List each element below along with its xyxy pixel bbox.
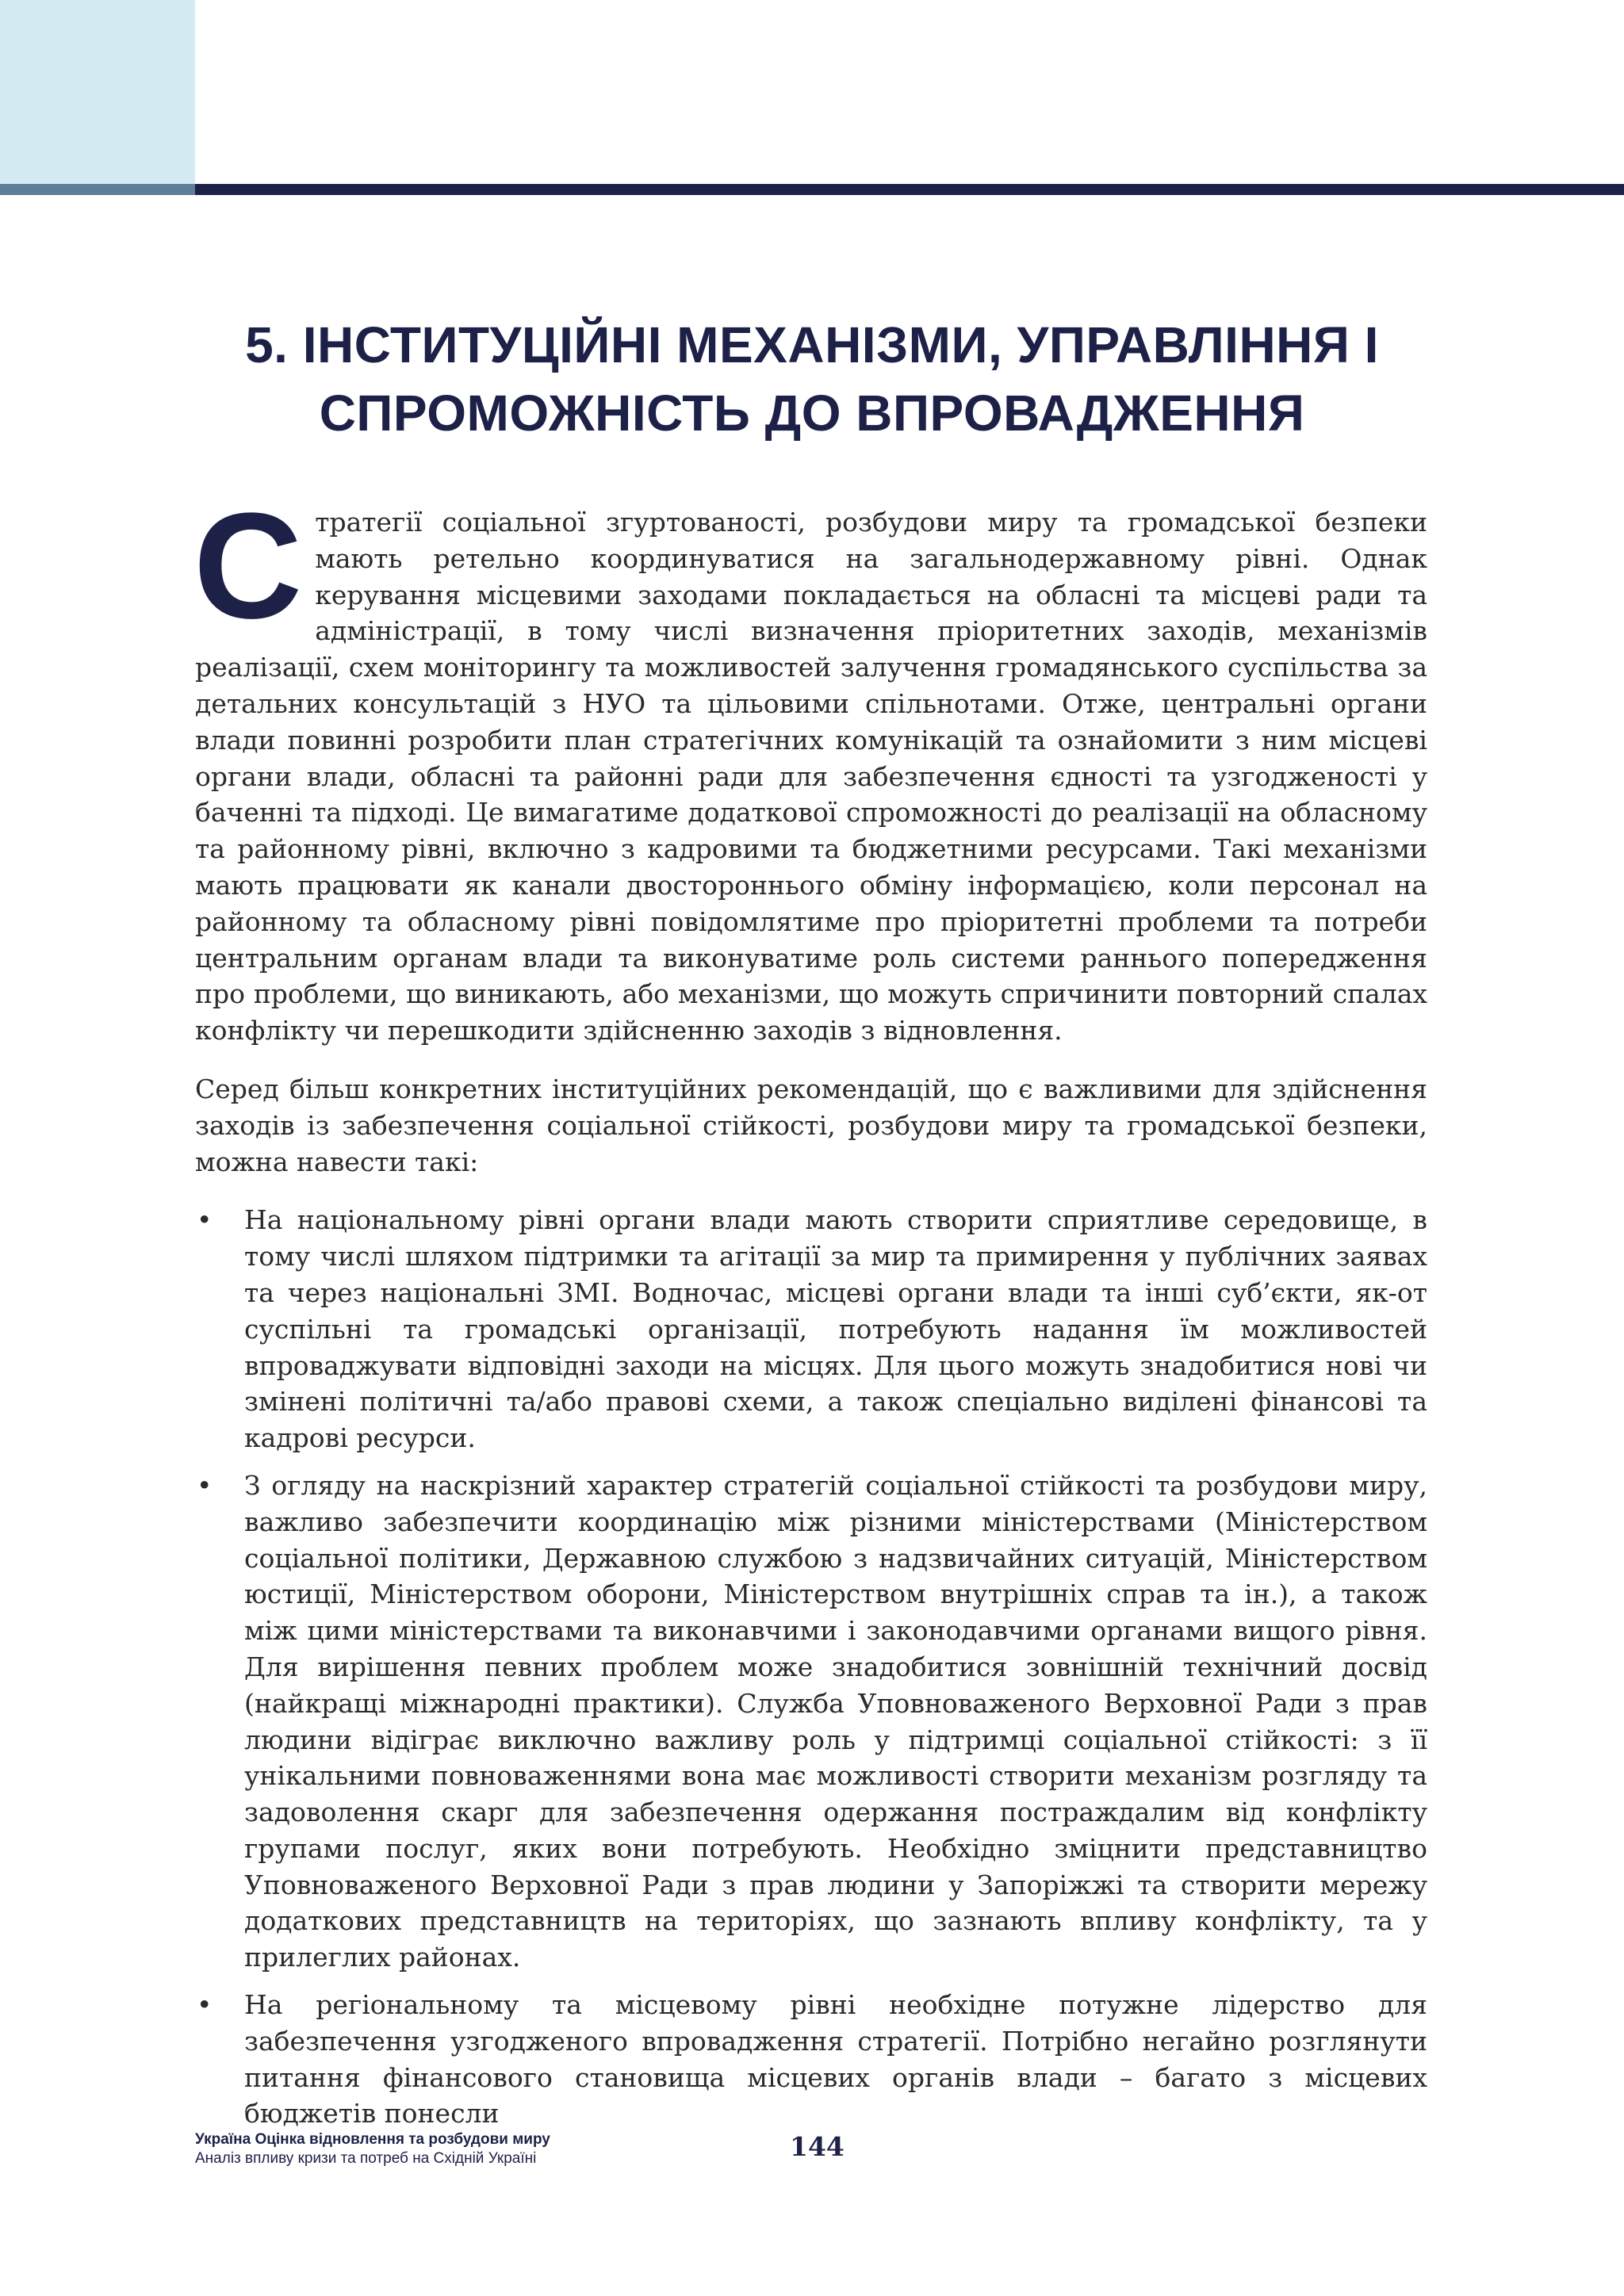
header-rule: [195, 184, 1624, 195]
list-item: [195, 1468, 1427, 1976]
intro-paragraph-text: тратегії соціальної згуртованості, розбудови миру та громадської безпеки мають ретельно координуватися на загальнодержавному рівні. Однак керування місцевими заходами покладається на обласні та місцеві ради та адміністрації, в тому числі визначення пріоритетних заходів, механізмів реалізації, схем моніторингу та можливостей залучення громадянського суспільства за детальних консультацій з НУО та цільовими спільнотами. Отже, центральні органи влади повинні розробити план стратегічних комунікацій та ознайомити з ним місцеві органи влади, обласні та районні ради для забезпечення єдності та узгодженості у баченні та підході. Це вимагатиме додаткової спроможності до реалізації на обласному та районному рівні, включно з кадровими та бюджетними ресурсами. Такі механізми мають працювати як канали двостороннього обміну інформацією, коли персонал на районному та обласному рівні повідомлятиме про пріоритетні проблеми та потреби центральним органам влади та виконуватиме роль системи раннього попередження про проблеми, що виникають, або механізми, що можуть спричинити повторний спалах конфлікту чи перешкодити здійсненню заходів з відновлення.: [195, 507, 1427, 1047]
body-text: [193, 482, 1427, 2143]
footer-report-subtitle: Аналіз впливу кризи та потреб на Східній Україні: [195, 2150, 537, 2167]
list-item-text: З огляду на наскрізний характер стратегій соціальної стійкості та розбудови миру, важливо забезпечити координацію між різними міністерствами (Міністерством соціальної політики, Державною службою з надзвичайних ситуацій, Міністерством юстиції, Міністерством оборони, Міністерством внутрішніх справ та ін.), а також між цими міністерствами та виконавчими і законодавчими органами вищого рівня. Для вирішення певних проблем може знадобитися зовнішній технічний досвід (найкращі міжнародні практики). Служба Уповноваженого Верховної Ради з прав людини відіграє виключно важливу роль у підтримці соціальної стійкості: з її унікальними повноваженнями вона має можливості створити механізм розгляду та задоволення скарг для забезпечення одержання постраждалим від конфлікту групами послуг, яких вони потребують. Необхідно зміцнити представництво Уповноваженого Верховної Ради з прав людини у Запоріжжі та створити мережу додаткових представництв на територіях, що зазнають впливу конфлікту, та у прилеглих районах.: [244, 1469, 1427, 1973]
footer-report-title: Україна Оцінка відновлення та розбудови миру: [195, 2131, 550, 2148]
intro-paragraph: [193, 482, 1427, 1049]
recommendations-list: [195, 1202, 1427, 2132]
recommendations-intro-paragraph: Серед більш конкретних інституційних рекомендацій, що є важливими для здійснення заходів із забезпечення соціальної стійкості, розбудови миру та громадської безпеки, можна навести такі:: [195, 1073, 1427, 1177]
header-band: [0, 0, 1624, 195]
page-number: 144: [790, 2131, 845, 2162]
section-title-line-2: СПРОМОЖНІСТЬ ДО ВПРОВАДЖЕННЯ: [319, 385, 1305, 442]
section-title-line-1: 5. ІНСТИТУЦІЙНІ МЕХАНІЗМИ, УПРАВЛІННЯ І: [245, 316, 1379, 373]
drop-cap: С: [193, 482, 303, 650]
list-item: [195, 1202, 1427, 1456]
list-item-text: На національному рівні органи влади мають створити сприятливе середовище, в тому числі шляхом підтримки та агітації за мир та примирення у публічних заявах та через національні ЗМІ. Водночас, місцеві органи влади та інші суб’єкти, як-от суспільні та громадські організації, потребують надання їм можливостей впроваджувати відповідні заходи на місцях. Для цього можуть знадобитися нові чи змінені політичні та/або правові схеми, а також спеціально виділені фінансові та кадрові ресурси.: [244, 1204, 1427, 1454]
section-title: [119, 311, 1505, 447]
bullet-icon: •: [197, 1989, 213, 2021]
list-item-text: На регіональному та місцевому рівні необхідне потужне лідерство для забезпечення узгодженого впровадження стратегії. Потрібно негайно розглянути питання фінансового становища місцевих органів влади – багато з місцевих бюджетів понесли: [244, 1989, 1427, 2130]
bullet-icon: •: [197, 1469, 213, 1501]
header-corner-block: [0, 0, 195, 184]
header-rule-left: [0, 184, 195, 195]
page-footer: [195, 2131, 1432, 2179]
list-item: [195, 1987, 1427, 2132]
bullet-icon: •: [197, 1204, 213, 1236]
